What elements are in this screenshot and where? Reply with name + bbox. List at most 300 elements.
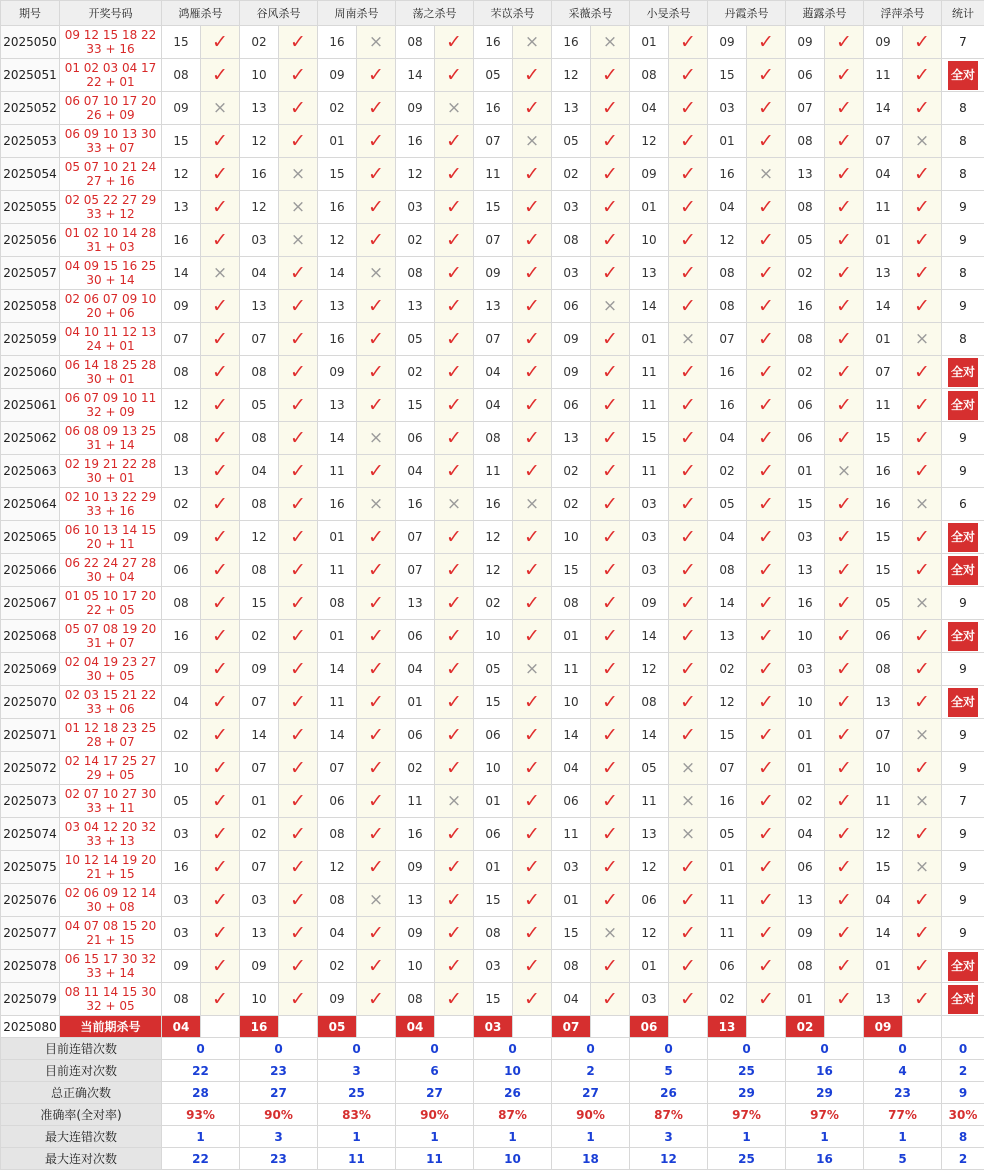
kill-number: 13 bbox=[240, 917, 279, 950]
check-icon: ✓ bbox=[201, 125, 240, 158]
current-kill-number: 05 bbox=[318, 1016, 357, 1038]
check-icon: ✓ bbox=[669, 884, 708, 917]
check-icon: ✓ bbox=[357, 785, 396, 818]
kill-number: 03 bbox=[630, 521, 669, 554]
table-row bbox=[1, 983, 984, 1016]
check-icon: ✓ bbox=[747, 950, 786, 983]
draw-last-plus-blue: 28 + 07 bbox=[86, 735, 135, 749]
kill-number: 10 bbox=[786, 620, 825, 653]
check-icon: ✓ bbox=[201, 521, 240, 554]
current-kill-number: 09 bbox=[864, 1016, 903, 1038]
check-icon: ✓ bbox=[435, 818, 474, 851]
kill-number: 07 bbox=[474, 323, 513, 356]
check-icon: ✓ bbox=[591, 785, 630, 818]
kill-number: 08 bbox=[162, 983, 201, 1016]
check-icon: ✓ bbox=[279, 257, 318, 290]
draw-last-plus-blue: 29 + 05 bbox=[86, 768, 135, 782]
current-kill-number: 06 bbox=[630, 1016, 669, 1038]
check-icon: ✓ bbox=[513, 356, 552, 389]
check-icon: ✓ bbox=[513, 719, 552, 752]
check-icon: ✓ bbox=[747, 191, 786, 224]
kill-number: 04 bbox=[552, 983, 591, 1016]
check-icon: ✓ bbox=[903, 59, 942, 92]
current-kill-blank bbox=[825, 1016, 864, 1038]
check-icon: ✓ bbox=[591, 422, 630, 455]
kill-number: 02 bbox=[318, 950, 357, 983]
draw-numbers bbox=[60, 257, 162, 290]
check-icon: ✓ bbox=[669, 851, 708, 884]
check-icon: ✓ bbox=[669, 125, 708, 158]
check-icon: ✓ bbox=[435, 521, 474, 554]
kill-number: 13 bbox=[552, 422, 591, 455]
check-icon: ✓ bbox=[435, 950, 474, 983]
kill-number: 13 bbox=[474, 290, 513, 323]
kill-number: 16 bbox=[474, 488, 513, 521]
check-icon: ✓ bbox=[669, 686, 708, 719]
check-icon: ✓ bbox=[903, 917, 942, 950]
check-icon: ✓ bbox=[357, 191, 396, 224]
check-icon: ✓ bbox=[747, 620, 786, 653]
check-icon: ✓ bbox=[825, 587, 864, 620]
summary-value: 26 bbox=[630, 1082, 708, 1104]
summary-label: 目前连对次数 bbox=[1, 1060, 162, 1082]
cross-icon: × bbox=[591, 26, 630, 59]
kill-number: 12 bbox=[630, 917, 669, 950]
check-icon: ✓ bbox=[279, 26, 318, 59]
check-icon: ✓ bbox=[903, 356, 942, 389]
period-number: 2025057 bbox=[1, 257, 60, 290]
check-icon: ✓ bbox=[903, 752, 942, 785]
cross-icon: × bbox=[279, 224, 318, 257]
kill-number: 08 bbox=[708, 554, 747, 587]
kill-number: 04 bbox=[708, 521, 747, 554]
kill-number: 03 bbox=[162, 917, 201, 950]
check-icon: ✓ bbox=[591, 752, 630, 785]
current-kill-blank bbox=[435, 1016, 474, 1038]
kill-number: 08 bbox=[162, 59, 201, 92]
summary-value: 90% bbox=[396, 1104, 474, 1126]
row-stat: 9 bbox=[942, 818, 984, 851]
check-icon: ✓ bbox=[903, 26, 942, 59]
check-icon: ✓ bbox=[747, 125, 786, 158]
draw-numbers bbox=[60, 191, 162, 224]
header-stat: 统计 bbox=[942, 1, 984, 26]
draw-last-plus-blue: 30 + 01 bbox=[86, 471, 135, 485]
period-number: 2025070 bbox=[1, 686, 60, 719]
kill-number: 09 bbox=[552, 323, 591, 356]
check-icon: ✓ bbox=[747, 521, 786, 554]
draw-red-balls: 02 14 17 25 27 bbox=[64, 754, 157, 768]
kill-number: 07 bbox=[474, 224, 513, 257]
kill-number: 13 bbox=[864, 686, 903, 719]
check-icon: ✓ bbox=[669, 422, 708, 455]
summary-value: 10 bbox=[474, 1060, 552, 1082]
kill-number: 11 bbox=[630, 455, 669, 488]
kill-number: 01 bbox=[474, 851, 513, 884]
draw-red-balls: 03 04 12 20 32 bbox=[64, 820, 157, 834]
check-icon: ✓ bbox=[903, 950, 942, 983]
draw-numbers bbox=[60, 26, 162, 59]
kill-number: 12 bbox=[396, 158, 435, 191]
draw-red-balls: 09 12 15 18 22 bbox=[64, 28, 157, 42]
kill-number: 09 bbox=[162, 521, 201, 554]
kill-number: 02 bbox=[396, 356, 435, 389]
summary-value: 0 bbox=[318, 1038, 396, 1060]
kill-number: 15 bbox=[864, 521, 903, 554]
check-icon: ✓ bbox=[279, 356, 318, 389]
kill-number: 02 bbox=[708, 653, 747, 686]
check-icon: ✓ bbox=[357, 290, 396, 323]
check-icon: ✓ bbox=[903, 620, 942, 653]
kill-number: 06 bbox=[318, 785, 357, 818]
check-icon: ✓ bbox=[825, 620, 864, 653]
kill-number: 09 bbox=[240, 950, 279, 983]
kill-number: 02 bbox=[396, 224, 435, 257]
kill-number: 11 bbox=[552, 818, 591, 851]
kill-number: 06 bbox=[786, 389, 825, 422]
check-icon: ✓ bbox=[279, 719, 318, 752]
kill-number: 08 bbox=[630, 59, 669, 92]
kill-number: 16 bbox=[474, 92, 513, 125]
current-kill-number: 16 bbox=[240, 1016, 279, 1038]
period-number: 2025053 bbox=[1, 125, 60, 158]
check-icon: ✓ bbox=[357, 587, 396, 620]
cross-icon: × bbox=[903, 125, 942, 158]
summary-value: 0 bbox=[474, 1038, 552, 1060]
header-expert: 周南杀号 bbox=[318, 1, 396, 26]
period-number: 2025067 bbox=[1, 587, 60, 620]
period-number: 2025066 bbox=[1, 554, 60, 587]
draw-numbers bbox=[60, 290, 162, 323]
summary-value: 6 bbox=[396, 1060, 474, 1082]
kill-number: 07 bbox=[864, 356, 903, 389]
summary-value: 11 bbox=[396, 1148, 474, 1170]
kill-number: 05 bbox=[474, 653, 513, 686]
kill-number: 10 bbox=[552, 521, 591, 554]
check-icon: ✓ bbox=[825, 719, 864, 752]
kill-number: 06 bbox=[396, 422, 435, 455]
kill-number: 01 bbox=[708, 851, 747, 884]
kill-number: 12 bbox=[630, 653, 669, 686]
check-icon: ✓ bbox=[201, 356, 240, 389]
kill-number: 01 bbox=[240, 785, 279, 818]
cross-icon: × bbox=[903, 785, 942, 818]
kill-number: 14 bbox=[552, 719, 591, 752]
check-icon: ✓ bbox=[513, 290, 552, 323]
kill-number: 11 bbox=[708, 884, 747, 917]
kill-number: 11 bbox=[318, 554, 357, 587]
kill-number: 04 bbox=[708, 191, 747, 224]
kill-number: 11 bbox=[474, 158, 513, 191]
kill-number: 04 bbox=[864, 884, 903, 917]
check-icon: ✓ bbox=[513, 587, 552, 620]
summary-value: 1 bbox=[708, 1126, 786, 1148]
check-icon: ✓ bbox=[669, 59, 708, 92]
summary-stat: 2 bbox=[942, 1148, 984, 1170]
check-icon: ✓ bbox=[513, 686, 552, 719]
table-row bbox=[1, 752, 984, 785]
check-icon: ✓ bbox=[513, 422, 552, 455]
cross-icon: × bbox=[513, 26, 552, 59]
check-icon: ✓ bbox=[513, 983, 552, 1016]
kill-number: 04 bbox=[630, 92, 669, 125]
period-number: 2025069 bbox=[1, 653, 60, 686]
check-icon: ✓ bbox=[201, 455, 240, 488]
kill-number: 02 bbox=[240, 818, 279, 851]
check-icon: ✓ bbox=[513, 158, 552, 191]
check-icon: ✓ bbox=[825, 917, 864, 950]
kill-number: 06 bbox=[396, 719, 435, 752]
row-stat: 7 bbox=[942, 26, 984, 59]
check-icon: ✓ bbox=[435, 917, 474, 950]
kill-number: 16 bbox=[318, 26, 357, 59]
kill-number: 15 bbox=[708, 719, 747, 752]
kill-number: 11 bbox=[396, 785, 435, 818]
draw-numbers bbox=[60, 818, 162, 851]
kill-number: 10 bbox=[864, 752, 903, 785]
check-icon: ✓ bbox=[279, 323, 318, 356]
check-icon: ✓ bbox=[201, 950, 240, 983]
check-icon: ✓ bbox=[903, 983, 942, 1016]
check-icon: ✓ bbox=[591, 455, 630, 488]
check-icon: ✓ bbox=[357, 983, 396, 1016]
kill-number: 04 bbox=[708, 422, 747, 455]
summary-value: 29 bbox=[786, 1082, 864, 1104]
summary-value: 0 bbox=[630, 1038, 708, 1060]
check-icon: ✓ bbox=[201, 323, 240, 356]
kill-number: 13 bbox=[708, 620, 747, 653]
check-icon: ✓ bbox=[669, 158, 708, 191]
row-stat: 9 bbox=[942, 422, 984, 455]
check-icon: ✓ bbox=[201, 158, 240, 191]
kill-number: 14 bbox=[708, 587, 747, 620]
table-row bbox=[1, 92, 984, 125]
cross-icon: × bbox=[513, 653, 552, 686]
kill-number: 01 bbox=[474, 785, 513, 818]
check-icon: ✓ bbox=[669, 191, 708, 224]
check-icon: ✓ bbox=[513, 521, 552, 554]
kill-number: 15 bbox=[864, 554, 903, 587]
summary-value: 83% bbox=[318, 1104, 396, 1126]
summary-row bbox=[1, 1060, 984, 1082]
draw-red-balls: 02 05 22 27 29 bbox=[64, 193, 157, 207]
check-icon: ✓ bbox=[669, 488, 708, 521]
table-row bbox=[1, 488, 984, 521]
summary-stat: 0 bbox=[942, 1038, 984, 1060]
current-row bbox=[1, 1016, 984, 1038]
check-icon: ✓ bbox=[279, 521, 318, 554]
period-number: 2025054 bbox=[1, 158, 60, 191]
kill-number: 07 bbox=[708, 752, 747, 785]
kill-number: 04 bbox=[240, 455, 279, 488]
summary-label: 准确率(全对率) bbox=[1, 1104, 162, 1126]
row-stat bbox=[942, 356, 984, 389]
all-correct-badge: 全对 bbox=[948, 358, 978, 387]
draw-red-balls: 02 04 19 23 27 bbox=[64, 655, 157, 669]
kill-number: 07 bbox=[240, 686, 279, 719]
draw-red-balls: 02 03 15 21 22 bbox=[64, 688, 157, 702]
summary-value: 23 bbox=[240, 1060, 318, 1082]
kill-number: 15 bbox=[474, 191, 513, 224]
kill-number: 06 bbox=[552, 785, 591, 818]
kill-number: 01 bbox=[552, 884, 591, 917]
check-icon: ✓ bbox=[669, 587, 708, 620]
kill-number: 15 bbox=[162, 125, 201, 158]
table-row bbox=[1, 356, 984, 389]
header-expert: 蕸露杀号 bbox=[786, 1, 864, 26]
check-icon: ✓ bbox=[747, 851, 786, 884]
check-icon: ✓ bbox=[279, 422, 318, 455]
summary-value: 97% bbox=[786, 1104, 864, 1126]
draw-last-plus-blue: 22 + 01 bbox=[86, 75, 135, 89]
check-icon: ✓ bbox=[435, 356, 474, 389]
check-icon: ✓ bbox=[279, 554, 318, 587]
kill-number: 01 bbox=[630, 950, 669, 983]
draw-red-balls: 06 14 18 25 28 bbox=[64, 358, 157, 372]
kill-number: 10 bbox=[396, 950, 435, 983]
current-kill-number: 04 bbox=[396, 1016, 435, 1038]
kill-number: 04 bbox=[240, 257, 279, 290]
check-icon: ✓ bbox=[591, 158, 630, 191]
kill-number: 03 bbox=[552, 191, 591, 224]
summary-stat: 9 bbox=[942, 1082, 984, 1104]
kill-number: 03 bbox=[630, 554, 669, 587]
check-icon: ✓ bbox=[669, 983, 708, 1016]
draw-last-plus-blue: 33 + 07 bbox=[86, 141, 135, 155]
table-row bbox=[1, 323, 984, 356]
draw-last-plus-blue: 32 + 05 bbox=[86, 999, 135, 1013]
kill-number: 16 bbox=[474, 26, 513, 59]
check-icon: ✓ bbox=[435, 455, 474, 488]
table-row bbox=[1, 521, 984, 554]
kill-number: 13 bbox=[396, 884, 435, 917]
check-icon: ✓ bbox=[201, 818, 240, 851]
header-expert: 浮萍杀号 bbox=[864, 1, 942, 26]
summary-stat: 2 bbox=[942, 1060, 984, 1082]
check-icon: ✓ bbox=[201, 917, 240, 950]
cross-icon: × bbox=[201, 92, 240, 125]
draw-red-balls: 06 08 09 13 25 bbox=[64, 424, 157, 438]
summary-label: 最大连错次数 bbox=[1, 1126, 162, 1148]
cross-icon: × bbox=[903, 488, 942, 521]
kill-number: 02 bbox=[240, 26, 279, 59]
cross-icon: × bbox=[435, 92, 474, 125]
cross-icon: × bbox=[357, 488, 396, 521]
check-icon: ✓ bbox=[357, 356, 396, 389]
check-icon: ✓ bbox=[357, 752, 396, 785]
period-number: 2025068 bbox=[1, 620, 60, 653]
kill-number: 01 bbox=[396, 686, 435, 719]
summary-value: 0 bbox=[864, 1038, 942, 1060]
cross-icon: × bbox=[357, 257, 396, 290]
check-icon: ✓ bbox=[825, 818, 864, 851]
kill-number: 03 bbox=[630, 488, 669, 521]
current-stat-blank bbox=[942, 1016, 984, 1038]
draw-red-balls: 06 07 10 17 20 bbox=[64, 94, 157, 108]
kill-number: 02 bbox=[552, 455, 591, 488]
cross-icon: × bbox=[201, 257, 240, 290]
kill-number: 03 bbox=[552, 851, 591, 884]
check-icon: ✓ bbox=[825, 389, 864, 422]
kill-number: 13 bbox=[786, 884, 825, 917]
draw-last-plus-blue: 24 + 01 bbox=[86, 339, 135, 353]
row-stat: 9 bbox=[942, 851, 984, 884]
draw-numbers bbox=[60, 785, 162, 818]
header-expert: 荡之杀号 bbox=[396, 1, 474, 26]
kill-number: 09 bbox=[318, 356, 357, 389]
draw-last-plus-blue: 33 + 11 bbox=[86, 801, 135, 815]
kill-number: 15 bbox=[162, 26, 201, 59]
check-icon: ✓ bbox=[591, 59, 630, 92]
check-icon: ✓ bbox=[825, 521, 864, 554]
check-icon: ✓ bbox=[435, 752, 474, 785]
table-row bbox=[1, 290, 984, 323]
cross-icon: × bbox=[279, 158, 318, 191]
kill-number: 08 bbox=[318, 884, 357, 917]
table-row bbox=[1, 158, 984, 191]
kill-number: 03 bbox=[162, 884, 201, 917]
kill-number: 08 bbox=[708, 257, 747, 290]
kill-number: 11 bbox=[708, 917, 747, 950]
kill-number: 02 bbox=[786, 257, 825, 290]
kill-number: 09 bbox=[318, 983, 357, 1016]
kill-number: 08 bbox=[162, 356, 201, 389]
kill-number: 15 bbox=[864, 851, 903, 884]
draw-last-plus-blue: 33 + 16 bbox=[86, 42, 135, 56]
kill-number: 12 bbox=[552, 59, 591, 92]
kill-number: 09 bbox=[396, 917, 435, 950]
check-icon: ✓ bbox=[513, 389, 552, 422]
kill-number: 14 bbox=[318, 422, 357, 455]
kill-number: 11 bbox=[630, 389, 669, 422]
check-icon: ✓ bbox=[201, 554, 240, 587]
kill-number: 14 bbox=[240, 719, 279, 752]
check-icon: ✓ bbox=[435, 224, 474, 257]
kill-number: 08 bbox=[396, 983, 435, 1016]
check-icon: ✓ bbox=[591, 818, 630, 851]
kill-number: 03 bbox=[786, 521, 825, 554]
kill-number: 02 bbox=[708, 455, 747, 488]
kill-number: 05 bbox=[708, 818, 747, 851]
check-icon: ✓ bbox=[747, 884, 786, 917]
table-row bbox=[1, 59, 984, 92]
summary-row bbox=[1, 1038, 984, 1060]
period-number: 2025051 bbox=[1, 59, 60, 92]
check-icon: ✓ bbox=[747, 653, 786, 686]
kill-number: 13 bbox=[396, 290, 435, 323]
kill-number: 02 bbox=[162, 488, 201, 521]
draw-numbers bbox=[60, 455, 162, 488]
row-stat: 8 bbox=[942, 257, 984, 290]
summary-value: 77% bbox=[864, 1104, 942, 1126]
kill-number: 01 bbox=[786, 752, 825, 785]
summary-value: 2 bbox=[552, 1060, 630, 1082]
kill-number: 12 bbox=[630, 125, 669, 158]
kill-number: 14 bbox=[630, 620, 669, 653]
kill-number: 14 bbox=[396, 59, 435, 92]
kill-number: 02 bbox=[786, 785, 825, 818]
kill-number: 13 bbox=[786, 554, 825, 587]
cross-icon: × bbox=[669, 323, 708, 356]
kill-number: 03 bbox=[786, 653, 825, 686]
check-icon: ✓ bbox=[591, 191, 630, 224]
draw-red-balls: 06 07 09 10 11 bbox=[64, 391, 157, 405]
cross-icon: × bbox=[357, 884, 396, 917]
check-icon: ✓ bbox=[435, 323, 474, 356]
check-icon: ✓ bbox=[669, 290, 708, 323]
summary-value: 29 bbox=[708, 1082, 786, 1104]
kill-number: 01 bbox=[318, 620, 357, 653]
